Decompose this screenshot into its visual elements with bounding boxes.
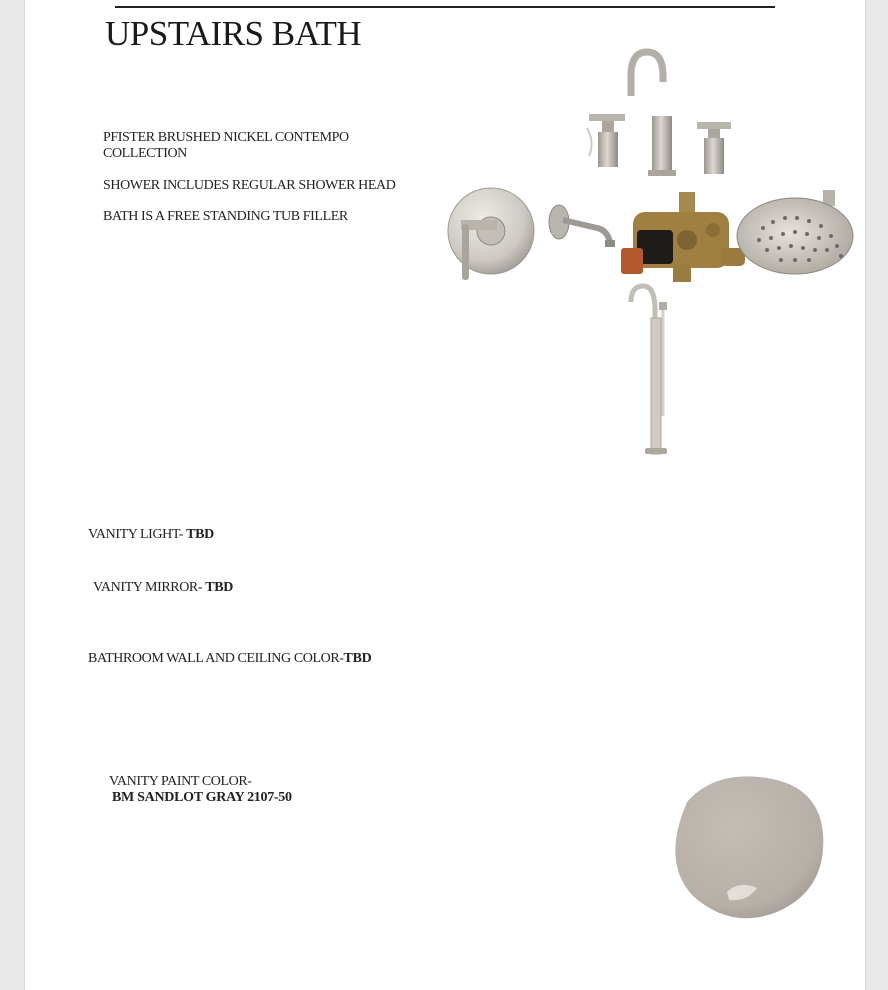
collection-line: PFISTER BRUSHED NICKEL CONTEMPO <box>103 130 349 145</box>
rough-in-valve-image <box>617 190 747 284</box>
collection-note <box>103 130 349 162</box>
shower-trim-image <box>445 184 537 282</box>
bath-note: BATH IS A FREE STANDING TUB FILLER <box>103 209 348 224</box>
wall-color-spec <box>88 651 371 667</box>
paint-swatch-image <box>667 772 827 922</box>
widespread-faucet-image <box>561 46 731 180</box>
vanity-mirror-value: TBD <box>205 580 234 595</box>
vanity-mirror-spec <box>93 580 233 596</box>
vanity-paint-label: VANITY PAINT COLOR- <box>109 774 252 789</box>
vanity-mirror-label: VANITY MIRROR- <box>93 580 206 595</box>
top-rule <box>115 6 775 8</box>
tub-filler-image <box>625 282 675 458</box>
vanity-light-spec <box>88 527 214 543</box>
spec-page <box>24 0 866 990</box>
shower-note: SHOWER INCLUDES REGULAR SHOWER HEAD <box>103 178 396 193</box>
shower-head-image <box>733 188 857 280</box>
vanity-light-value: TBD <box>186 527 214 542</box>
page-title: UPSTAIRS BATH <box>105 14 362 53</box>
wall-color-value: TBD <box>343 651 372 666</box>
vanity-paint-spec <box>109 774 292 806</box>
vanity-paint-value: BM SANDLOT GRAY 2107-50 <box>112 790 292 805</box>
wall-color-label: BATHROOM WALL AND CEILING COLOR- <box>88 651 344 666</box>
shower-arm-image <box>547 202 617 248</box>
vanity-light-label: VANITY LIGHT- <box>88 527 187 542</box>
collection-line-cont: COLLECTION <box>103 146 187 161</box>
